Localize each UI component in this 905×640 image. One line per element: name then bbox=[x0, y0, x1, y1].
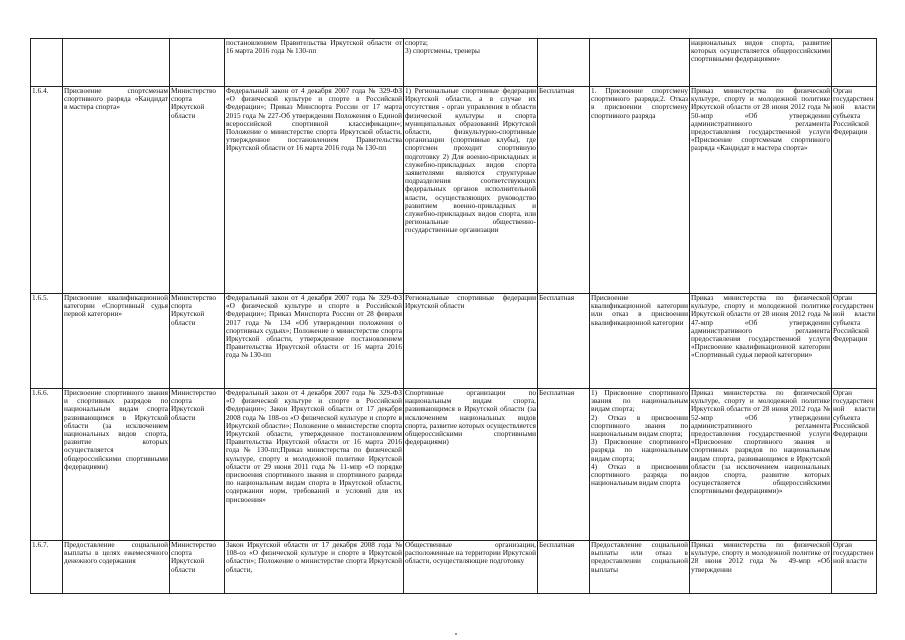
cell-result bbox=[590, 541, 690, 594]
cell-fee-text: Бесплатная bbox=[539, 388, 575, 397]
cell-authority bbox=[170, 541, 225, 594]
cell-act bbox=[690, 39, 832, 87]
cell-result bbox=[590, 294, 690, 389]
cell-num bbox=[31, 389, 63, 541]
cell-num bbox=[31, 294, 63, 389]
table-row bbox=[31, 39, 877, 87]
cell-authority bbox=[170, 39, 225, 87]
cell-name bbox=[63, 541, 170, 594]
cell-name-text: Присвоение спортсменам спортивного разряда «Кандидат в мастера спорта» bbox=[64, 86, 168, 112]
cell-fee-text: Бесплатная bbox=[539, 293, 575, 302]
cell-authority bbox=[170, 389, 225, 541]
cell-act-text: Приказ министерства по физической культуре, спорту и молодежной политике Иркутской области от 28 июня 2012 года № 47-мпр «Об утверждении административного регламента предоставления государственной услуги «Присвоение квалификационной категории «Спортивный судья первой категории» bbox=[691, 293, 830, 360]
cell-executor bbox=[832, 294, 877, 389]
cell-name-text: Присвоение квалификационной категории «Спортивный судья первой категории» bbox=[64, 293, 168, 319]
cell-num bbox=[31, 39, 63, 87]
cell-applicants bbox=[404, 39, 538, 87]
cell-basis-text: Федеральный закон от 4 декабря 2007 года № 329-ФЗ «О физической культуре и спорте в Российской Федерации»; Приказ Минспорта России от 17 марта 2015 года № 227-Об утверждении Положения о Единой всероссийской спортивной классификации»; Положение о министерстве спорта Иркутской области, утвержденное постановлением Правительства Иркутской области от 16 марта 2016 года № 130-пп bbox=[226, 86, 402, 153]
cell-authority-text: Министерство спорта Иркутской области bbox=[171, 293, 216, 327]
cell-fee bbox=[538, 87, 590, 294]
table-row bbox=[31, 389, 877, 541]
cell-basis-text: Закон Иркутской области от 17 декабря 2008 года № 108-оз «О физической культуре и спорте в Иркутской области»; Положение о министерстве спорта Иркутской области, bbox=[226, 540, 402, 574]
cell-authority-text: Министерство спорта Иркутской области bbox=[171, 86, 216, 120]
cell-act-text: Приказ министерства по физической культуре, спорту и молодежной политике Иркутской области от 28 июня 2012 года № 50-мпр «Об утверждении административного регламента предоставления государственной услуги «Присвоение спортсменам спортивного разряда «Кандидат в мастера спорта» bbox=[691, 86, 830, 153]
cell-result bbox=[590, 389, 690, 541]
cell-basis-text: Федеральный закон от 4 декабря 2007 года № 329-ФЗ «О физической культуре и спорте в Российской Федерации»; Приказ Минспорта России от 28 февраля 2017 года № 134 «Об утверждении положения о спортивных судьях»; Положение о министерстве спорта Иркутской области, утвержденное постановлением Правительства Иркутской области от 16 марта 2016 года № 130-пп bbox=[226, 293, 402, 360]
services-table bbox=[30, 38, 877, 594]
cell-basis bbox=[225, 541, 404, 594]
cell-authority bbox=[170, 294, 225, 389]
cell-result bbox=[590, 87, 690, 294]
cell-applicants bbox=[404, 541, 538, 594]
cell-act bbox=[690, 294, 832, 389]
cell-num bbox=[31, 87, 63, 294]
cell-applicants-text: Общественные организации, расположенные на территории Иркутской области, осуществляющие подготовку bbox=[405, 540, 536, 566]
cell-executor bbox=[832, 39, 877, 87]
cell-basis-text: постановлением Правительства Иркутской области от 16 марта 2016 года № 130-пп bbox=[226, 38, 402, 56]
cell-fee bbox=[538, 389, 590, 541]
cell-executor bbox=[832, 541, 877, 594]
cell-act bbox=[690, 389, 832, 541]
cell-act-text: Приказ министерства по физической культуре, спорту и молодежной политике от 28 июня 2012 года № 49-мпр «Об утверждении bbox=[691, 540, 830, 574]
table-row bbox=[31, 294, 877, 389]
cell-name bbox=[63, 294, 170, 389]
cell-result-text: 1. Присвоение спортсмену спортивного разряда;2. Отказ в присвоении спортсмену спортивного разряда bbox=[591, 86, 688, 120]
cell-applicants-text: Региональные спортивные федерации Иркутской области bbox=[405, 293, 536, 311]
cell-num-text: 1.6.5. bbox=[32, 293, 49, 302]
cell-applicants bbox=[404, 389, 538, 541]
cell-act-text: национальных видов спорта, развитие которых осуществляется общероссийскими спортивными федерациями» bbox=[691, 38, 830, 64]
table-row bbox=[31, 87, 877, 294]
cell-fee-text: Бесплатная bbox=[539, 86, 575, 95]
cell-executor-text: Орган государственной власти bbox=[833, 540, 874, 566]
cell-result-text: Присвоение квалификационной категории или отказ в присвоении квалификационной категории bbox=[591, 293, 688, 327]
table-body bbox=[31, 39, 877, 594]
cell-result bbox=[590, 39, 690, 87]
cell-executor-text: Орган государственной власти субъекта Российской Федерации bbox=[833, 388, 875, 439]
cell-applicants bbox=[404, 87, 538, 294]
cell-name-text: Присвоение спортивного звания и спортивных разрядов по национальным видам спорта развивающимся в Иркутской области (за исключением национальных видов спорта, развитие которых осуществляется общероссийскими спортивными федерациями) bbox=[64, 388, 168, 471]
cell-name bbox=[63, 87, 170, 294]
cell-act-text: Приказ министерства по физической культуре, спорту и молодежной политике Иркутской области от 28 июня 2012 года № 52-мпр «Об утверждении административного регламента предоставления государственной услуги «Присвоение спортивного звания и спортивных разрядов по национальным видам спорта, развивающимся в Иркутской области (за исключением национальных видов спорта, развитие которых осуществляется общероссийскими спортивными федерациями)» bbox=[691, 388, 830, 496]
cell-num-text: 1.6.4. bbox=[32, 86, 49, 95]
cell-name bbox=[63, 39, 170, 87]
table-row bbox=[31, 541, 877, 594]
cell-act bbox=[690, 541, 832, 594]
cell-result-text: 1) Присвоение спортивного звания по национальным видам спорта; 2) Отказ в присвоении спортивного звания по национальным видам спорта; 3) Присвоение спортивного разряда по национальным видам спорта; 4) Отказ в присвоении спортивного разряда по национальным видам спорта bbox=[591, 388, 688, 488]
cell-executor-text: Орган государственной власти субъекта Российской Федерации bbox=[833, 293, 875, 344]
cell-basis bbox=[225, 87, 404, 294]
cell-applicants-text: 1) Региональные спортивные федерации Иркутской области, а в случае их отсутствия - орган управления в области физической культуры и спорта муниципальных образований Иркутской области, физкультурно-спортивные организации (спортивные клубы), где спортсмен проходит спортивную подготовку 2) Для военно-прикладных и служебно-прикладных видов спорта заявителями являются структурные подразделения соответствующих федеральных органов исполнительной власти, осуществляющих руководство развитием военно-прикладных и служебно-прикладных видов спорта, или региональные общественно-государственные организации bbox=[405, 86, 536, 235]
cell-fee-text: Бесплатная bbox=[539, 540, 575, 549]
cell-num bbox=[31, 541, 63, 594]
cell-basis bbox=[225, 39, 404, 87]
cell-authority bbox=[170, 87, 225, 294]
cell-fee bbox=[538, 294, 590, 389]
cell-fee bbox=[538, 541, 590, 594]
cell-applicants bbox=[404, 294, 538, 389]
cell-basis bbox=[225, 389, 404, 541]
cell-basis bbox=[225, 294, 404, 389]
cell-authority-text: Министерство спорта Иркутской области bbox=[171, 540, 216, 574]
cell-applicants-text: спорта; 3) спортсмены, тренеры bbox=[405, 38, 480, 56]
cell-fee bbox=[538, 39, 590, 87]
cell-name-text: Предоставление социальной выплаты в целях ежемесячного денежного содержания bbox=[64, 540, 168, 566]
page-speck bbox=[455, 633, 457, 635]
cell-basis-text: Федеральный закон от 4 декабря 2007 года № 329-ФЗ «О физической культуре и спорте в Российской Федерации»; Закон Иркутской области от 17 декабря 2008 года № 108-оз «О физической культуре и спорте в Иркутской области»; Положение о министерстве спорта Иркутской области, утвержденное постановлением Правительства Иркутской области от 16 марта 2016 года № 130-пп;Приказ министерства по физической культуре, спорту и молодежной политике Иркутской области от 29 июня 2011 года № 11-мпр «О порядке присвоения спортивного звания и спортивного разряда по национальным видам спорта в Иркутской области, содержании норм, требований и условий для их присвоения» bbox=[226, 388, 402, 504]
cell-name bbox=[63, 389, 170, 541]
cell-executor bbox=[832, 389, 877, 541]
cell-executor bbox=[832, 87, 877, 294]
cell-act bbox=[690, 87, 832, 294]
cell-result-text: Предоставление социальной выплаты или отказ в предоставлении социальной выплаты bbox=[591, 540, 688, 574]
cell-num-text: 1.6.6. bbox=[32, 388, 49, 397]
cell-authority-text: Министерство спорта Иркутской области bbox=[171, 388, 216, 422]
cell-executor-text: Орган государственной власти субъекта Российской Федерации bbox=[833, 86, 875, 137]
cell-applicants-text: Спортивные организации по национальным видам спорта, развивающимся в Иркутской области (за исключением национальных видов спорта, развитие которых осуществляется общероссийскими спортивными федерациями) bbox=[405, 388, 536, 447]
cell-num-text: 1.6.7. bbox=[32, 540, 49, 549]
